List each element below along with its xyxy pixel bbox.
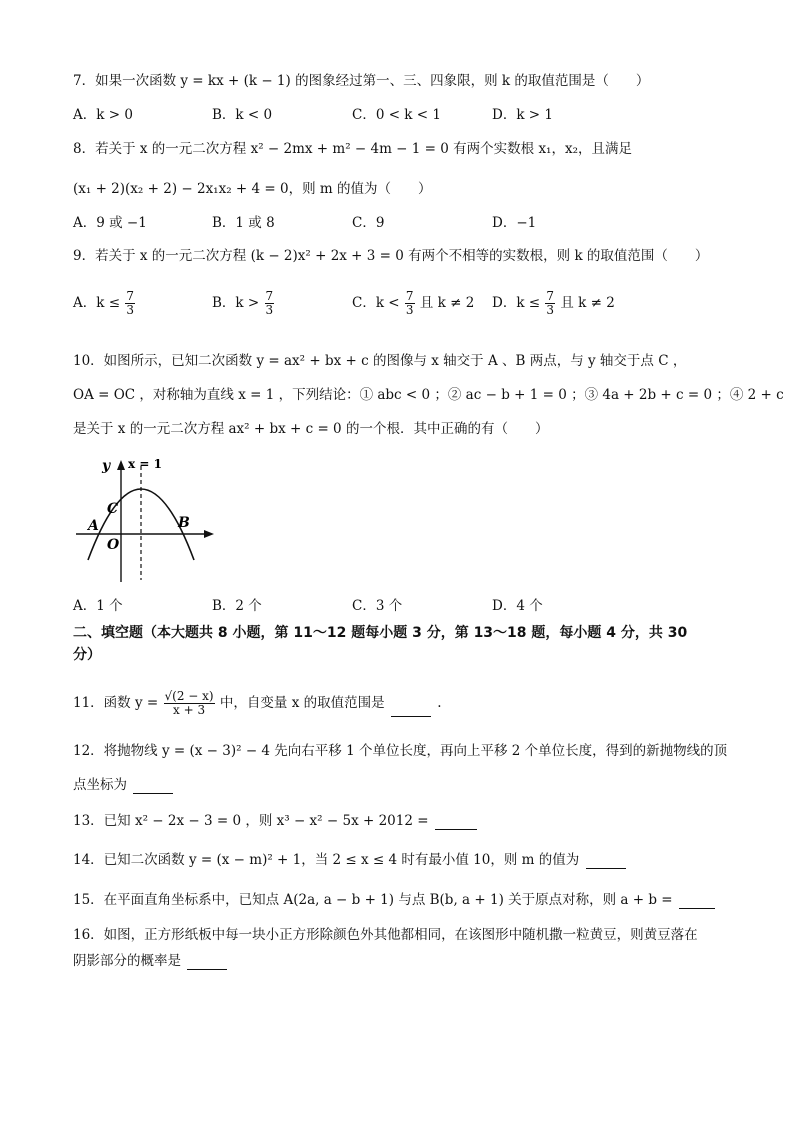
y-label: y [102,458,111,474]
q11-numerator: √(2 − x) [164,689,214,703]
q7-stem: 7．如果一次函数 y = kx + (k − 1) 的图象经过第一、三、四象限，则 k 的取值范围是（ ） [73,73,650,89]
parabola-graph [72,452,222,587]
q8-option-c: C．9 [352,215,385,231]
q14-answer-blank[interactable] [586,868,626,869]
q10-stem-line3: 是关于 x 的一元二次方程 ax² + bx + c = 0 的一个根．其中正确的有（ ） [73,421,549,437]
fraction-numerator: 7 [126,289,134,303]
q7-option-c: C．0 < k < 1 [352,107,441,123]
q12-line2-text: 点坐标为 [73,777,127,793]
q9-option-c [352,290,474,317]
section-title-line2: 分） [73,647,101,663]
q7-option-d: D．k > 1 [492,107,553,123]
q9-option-a-label: A．k ≤ [73,295,121,311]
q8-option-d: D．−1 [492,215,537,231]
origin-label: O [107,537,120,553]
q8-stem-line2: (x₁ + 2)(x₂ + 2) − 2x₁x₂ + 4 = 0，则 m 的值为（ ） [73,181,432,197]
q12-answer-blank[interactable] [133,793,173,794]
fraction-denominator: 3 [126,303,134,317]
q12-line1: 12．将抛物线 y = (x − 3)² − 4 先向右平移 1 个单位长度，再向上平移 2 个单位长度，得到的新抛物线的顶 [73,743,728,759]
fraction-numerator: 7 [546,289,555,303]
q11-prefix: 11．函数 y = [73,695,159,711]
q7-option-a: A．k > 0 [73,107,133,123]
q11-end: . [437,695,442,711]
q15 [73,891,717,909]
q9-option-b [212,290,275,317]
q10-stem-line1: 10．如图所示，已知二次函数 y = ax² + bx + c 的图像与 x 轴交于 A 、B 两点，与 y 轴交于点 C ， [73,353,687,369]
q8-stem-line1: 8．若关于 x 的一元二次方程 x² − 2mx + m² − 4m − 1 = 0 有两个实数根 x₁，x₂，且满足 [73,141,632,157]
q11 [73,690,442,717]
fraction-numerator: 7 [405,289,414,303]
q10-option-b: B．2 个 [212,598,262,614]
q16-line2-text: 阴影部分的概率是 [73,953,181,969]
fraction-numerator: 7 [265,289,274,303]
q16-line1: 16．如图，正方形纸板中每一块小正方形除颜色外其他都相同，在该图形中随机撒一粒黄豆，则黄豆落在 [73,927,698,943]
q8-option-a: A．9 或 −1 [73,215,147,231]
q9-option-c-suffix: 且 k ≠ 2 [419,295,475,311]
x-axis-arrow [204,530,214,538]
point-b-label: B [178,515,190,531]
point-a-label: A [88,518,99,534]
q10-option-c: C．3 个 [352,598,403,614]
y-axis-arrow [117,460,125,470]
q11-denominator: x + 3 [173,703,206,717]
q8-option-b: B．1 或 8 [212,215,275,231]
q14-text: 14．已知二次函数 y = (x − m)² + 1，当 2 ≤ x ≤ 4 时有最小值 10，则 m 的值为 [73,852,580,868]
q11-answer-blank[interactable] [391,716,431,717]
q13 [73,812,479,830]
q15-answer-blank[interactable] [679,908,715,909]
fraction [405,290,415,317]
q13-answer-blank[interactable] [435,829,477,830]
q11-fraction [164,690,215,717]
fraction [545,290,555,317]
fraction-denominator: 3 [546,303,555,317]
q10-option-a: A．1 个 [73,598,123,614]
q9-option-b-label: B．k > [212,295,260,311]
q9-option-d [492,290,615,317]
point-c-label: C [107,501,119,517]
q13-text: 13．已知 x² − 2x − 3 = 0 ，则 x³ − x² − 5x + 2012 = [73,813,429,829]
fraction [265,290,275,317]
q15-text: 15．在平面直角坐标系中，已知点 A(2a, a − b + 1) 与点 B(b, a + 1) 关于原点对称，则 a + b = [73,892,673,908]
q11-text: 中，自变量 x 的取值范围是 [219,695,385,711]
q14 [73,851,628,869]
q16-answer-blank[interactable] [187,969,227,970]
q9-option-c-label: C．k < [352,295,400,311]
q9-option-d-suffix: 且 k ≠ 2 [560,295,615,311]
fraction [125,290,135,317]
q12-line2 [73,776,175,794]
q9-option-a [73,290,136,317]
q7-option-b: B．k < 0 [212,107,273,123]
q9-option-d-label: D．k ≤ [492,295,541,311]
q9-stem: 9．若关于 x 的一元二次方程 (k − 2)x² + 2x + 3 = 0 有两个不相等的实数根，则 k 的取值范围（ ） [73,248,709,264]
q10-stem-line2: OA = OC ，对称轴为直线 x = 1 ，下列结论：① abc < 0 ；② ac − b + 1 = 0 ；③ 4a + 2b + c = 0 ；④ 2 + c [73,387,784,403]
section-title-line1: 二、填空题（本大题共 8 小题，第 11～12 题每小题 3 分，第 13～18 题，每小题 4 分，共 30 [73,625,688,641]
fraction-denominator: 3 [265,303,274,317]
symmetry-axis-label: x = 1 [128,457,162,471]
q16-line2 [73,952,229,970]
fraction-denominator: 3 [405,303,414,317]
q10-option-d: D．4 个 [492,598,543,614]
